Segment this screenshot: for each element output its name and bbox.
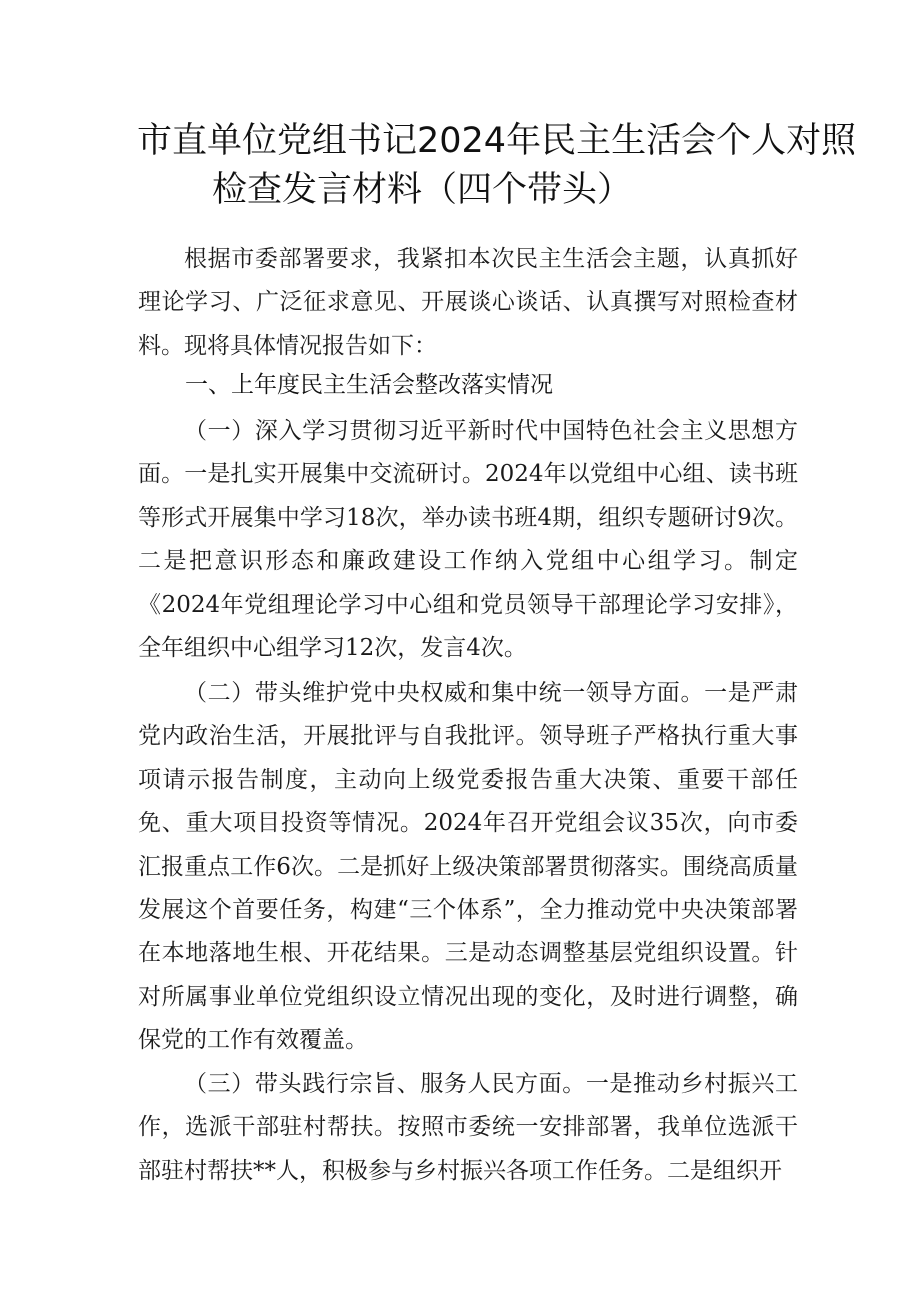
document-title-line-1: 市直单位党组书记2024年民主生活会个人对照 (137, 121, 857, 161)
section-heading: 一、上年度民主生活会整改落实情况 (185, 372, 553, 398)
body-paragraph-3: （三）带头践行宗旨、服务人民方面。一是推动乡村振兴工作，选派干部驻村帮扶。按照市委统一安排部署，我单位选派干部驻村帮扶**人，积极参与乡村振兴各项工作任务。二是组织开 (138, 1071, 798, 1184)
body-paragraph-1: （一）深入学习贯彻习近平新时代中国特色社会主义思想方面。一是扎实开展集中交流研讨。2024年以党组中心组、读书班等形式开展集中学习18次，举办读书班4期，组织专题研讨9次。二是把意识形态和廉政建设工作纳入党组中心组学习。制定《2024年党组理论学习中心组和党员领导干部理论学习安排》，全年组织中心组学习12次，发言4次。 (138, 418, 798, 662)
body-paragraph-2: （二）带头维护党中央权威和集中统一领导方面。一是严肃党内政治生活，开展批评与自我批评。领导班子严格执行重大事项请示报告制度，主动向上级党委报告重大决策、重要干部任免、重大项目投资等情况。2024年召开党组会议35次，向市委汇报重点工作6次。二是抓好上级决策部署贯彻落实。围绕高质量发展这个首要任务，构建“三个体系”，全力推动党中央决策部署在本地落地生根、开花结果。三是动态调整基层党组织设置。针对所属事业单位党组织设立情况出现的变化，及时进行调整，确保党的工作有效覆盖。 (138, 680, 798, 1054)
intro-paragraph: 根据市委部署要求，我紧扣本次民主生活会主题，认真抓好理论学习、广泛征求意见、开展谈心谈话、认真撰写对照检查材料。现将具体情况报告如下： (138, 246, 798, 359)
document-title-line-2: 检查发言材料（四个带头） (212, 170, 633, 210)
